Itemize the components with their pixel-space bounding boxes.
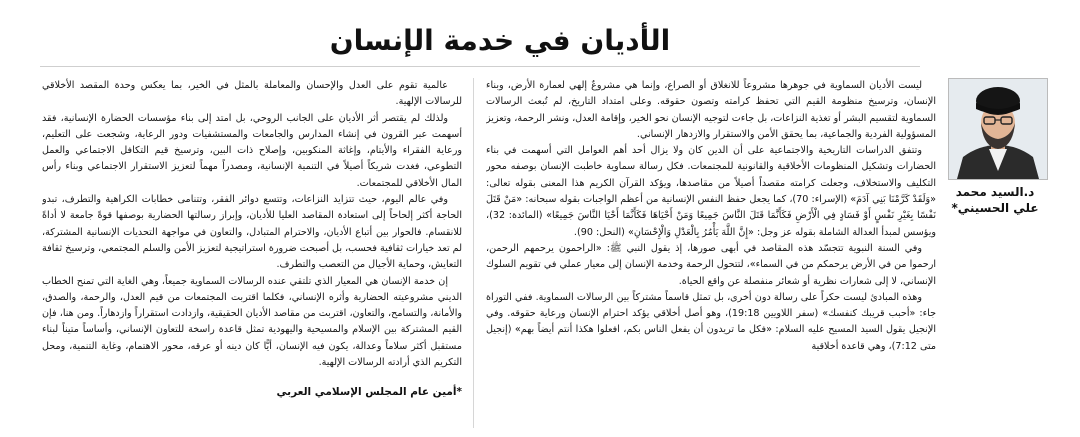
article-title: الأديان في خدمة الإنسان	[329, 24, 671, 57]
paragraph: ليست الأديان السماوية في جوهرها مشروعاً للانغلاق أو الصراع، وإنما هي مشروعٌ إلهي لعمارة الأرض، وبناء الإنسان، وترسيخ منظومة القيم التي تحفظ كرامته وتصون حقوقه. وعلى امتداد التاريخ، لم تُبعث الرسالات السماوية لتقسيم البشر أو تغذية النزاعات، بل جاءت لتوجيه الإنسان نحو الخير، وإقامة العدل، ونشر الرحمة، وتعزيز المسؤولية الفردية والجماعية، بما يحقق الأمن والاستقرار والازدهار الإنساني.	[486, 80, 936, 140]
paragraph: إن خدمة الإنسان هي المعيار الذي تلتقي عنده الرسالات السماوية جميعاً، وهي الغاية التي تمنح الخطاب الديني مشروعيته الحضارية وأثره الإنساني، فكلما اقتربت المجتمعات من قيم العدل، والرحمة، والصدق، والأمانة، والتسامح، والتعاون، اقتربت من مقاصد الأديان الحقيقية، وازدادت استقراراً وازدهاراً. ومن هنا، فإن القيم المشتركة بين الإسلام والمسيحية واليهودية تمثل قاعدة راسخة للتعاون الإنساني، وأساساً متيناً لبناء مستقبل أكثر سلاماً وعدالة، يكون فيه الإنسان، أيًّا كان دينه أو عرقه، محور الاهتمام، وغاية التنمية، ومحل التكريم الذي أرادته الرسالات الإلهية.	[42, 275, 462, 369]
column-divider	[473, 78, 474, 428]
author-name-line2: علي الحسيني*	[951, 201, 1039, 215]
article-column-left	[42, 78, 462, 378]
paragraph: وفي عالم اليوم، حيث تتزايد النزاعات، وتتسع دوائر الفقر، وتتنامى خطابات الكراهية والتطرف، تبدو الحاجة أكثر إلحاحاً إلى استعادة المقاصد العليا للأديان، وإبراز رسالتها الحضارية بوصفها قوةً جامعة لا أداةً للانقسام. فالحوار بين أتباع الأديان، والاحترام المتبادل، والتعاون في مواجهة التحديات الإنسانية المشتركة، لم تعد خيارات ثقافية فحسب، بل أصبحت ضرورة استراتيجية لتعزيز الأمن والسلم المجتمعي، وترسيخ ثقافة التعايش، وحماية الأجيال من التعصب والتطرف.	[42, 194, 462, 271]
paragraph: وتتفق الدراسات التاريخية والاجتماعية على أن الدين كان ولا يزال أحد أهم العوامل التي أسهمت في بناء الحضارات وتشكيل المنظومات الأخلاقية والقانونية للمجتمعات. فكل رسالة سماوية خاطبت الإنسان بوصفه محور التكليف والاستخلاف، وجعلت كرامته مقصداً أصيلاً من مقاصدها، ويؤكد القرآن الكريم هذا المعنى بقوله تعالى: «وَلَقَدْ كَرَّمْنَا بَنِي آدَمَ» (الإسراء: 70)، كما يجعل حفظ النفس الإنسانية من أعظم الواجبات بقوله سبحانه: «مَنْ قَتَلَ نَفْسًا بِغَيْرِ نَفْسٍ أَوْ فَسَادٍ فِي الْأَرْضِ فَكَأَنَّمَا قَتَلَ النَّاسَ جَمِيعًا وَمَنْ أَحْيَاهَا فَكَأَنَّمَا أَحْيَا النَّاسَ جَمِيعًا» (المائدة: 32)، ويؤسس لمبدأ العدالة الشاملة بقوله عز وجل: «إِنَّ اللَّهَ يَأْمُرُ بِالْعَدْلِ وَالْإِحْسَانِ» (النحل: 90).	[486, 145, 936, 238]
paragraph: وهذه المبادئ ليست حكراً على رسالة دون أخرى، بل تمثل قاسماً مشتركاً بين الرسالات السماوية. ففي التوراة جاء: «أحبب قريبك كنفسك» (سفر اللاويين 19:18)، وهو أصل أخلاقي يؤكد احترام الإنسان ورعاية حقوقه. وفي الإنجيل يقول السيد المسيح عليه السلام: «فكل ما تريدون أن يفعل الناس بكم، افعلوا هكذا أنتم أيضاً بهم» (إنجيل متى 7:12)، وهي قاعدة أخلاقية	[486, 291, 936, 352]
paragraph: وفي السنة النبوية تتجسّد هذه المقاصد في أبهى صورها، إذ يقول النبي ﷺ: «الراحمون يرحمهم الرحمن، ارحموا من في الأرض يرحمكم من في السماء»، لتتحول الرحمة وخدمة الإنسان إلى معيار عملي في تقويم السلوك الإنساني، لا إلى شعارات نظرية أو شعائر منفصلة عن واقع الحياة.	[486, 242, 936, 287]
author-signature: *أمين عام المجلس الإسلامي العربي	[276, 386, 462, 398]
author-photo	[948, 78, 1048, 180]
title-divider	[40, 66, 920, 67]
article-column-right	[486, 78, 936, 430]
author-name-line1: د.السيد محمد	[955, 185, 1035, 199]
paragraph: عالمية تقوم على العدل والإحسان والمعاملة بالمثل في الخير، بما يعكس وحدة المقصد الأخلاقي للرسالات الإلهية.	[42, 80, 462, 108]
paragraph: ولذلك لم يقتصر أثر الأديان على الجانب الروحي، بل امتد إلى بناء مؤسسات الحضارة الإنسانية، فقد أسهمت عبر القرون في إنشاء المدارس والجامعات والمستشفيات ودور الرعاية، وشجعت على التعليم، ورعاية الفقراء والأيتام، وإغاثة المنكوبين، وإصلاح ذات البين، وترسيخ قيم التكافل الاجتماعي والعمل التطوعي، فغدت شريكاً أصيلاً في التنمية الإنسانية، ومصدراً مهماً لتعزيز الاستقرار الاجتماعي وبناء رأس المال الأخلاقي للمجتمعات.	[42, 112, 462, 189]
author-name	[940, 184, 1050, 216]
author-portrait-icon	[949, 79, 1047, 179]
